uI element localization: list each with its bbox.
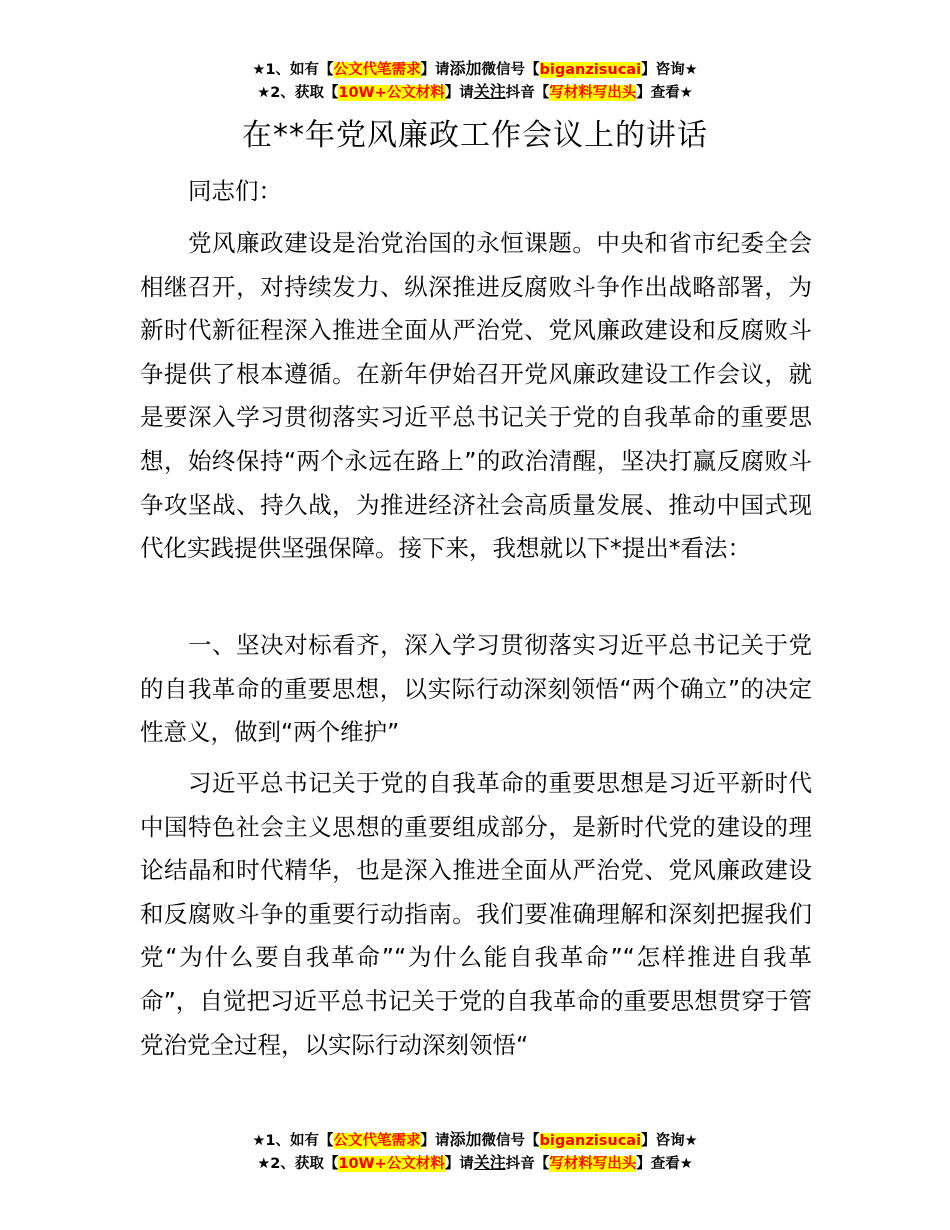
promo-text: 】请 (444, 85, 474, 101)
promo-text: 抖音【 (505, 1156, 550, 1172)
promo-text: 】请 (420, 1133, 450, 1149)
paragraph-intro: 党风廉政建设是治党治国的永恒课题。中央和省市纪委全会相继召开，对持续发力、纵深推进反腐败斗争作出战略部署，为新时代新征程深入推进全面从严治党、党风廉政建设和反腐败斗争提供了根本遵循。在新年伊始召开党风廉政建设工作会议，就是要深入学习贯彻落实习近平总书记关于党的自我革命的重要思想，始终保持“两个永远在路上”的政治清醒，坚决打赢反腐败斗争攻坚战、持久战，为推进经济社会高质量发展、推动中国式现代化实践提供坚强保障。接下来，我想就以下*提出*看法： (140, 229, 812, 563)
promo-line-1 (0, 58, 950, 81)
promo-text: 】请 (444, 1156, 474, 1172)
promo-text: ★2、获取【 (257, 85, 339, 101)
promo-line-2 (0, 1152, 950, 1175)
promo-emphasis: 关注 (473, 1153, 506, 1172)
promo-highlight: 公文代笔需求 (333, 62, 421, 78)
promo-text: 】请 (420, 62, 450, 78)
promo-text: 微信号【 (481, 1133, 540, 1149)
section-heading-1: 一、坚决对标看齐，深入学习贯彻落实习近平总书记关于党的自我革命的重要思想，以实际行动深刻领悟“两个确立”的决定性意义，做到“两个维护” (140, 631, 812, 747)
promo-emphasis: 添加 (449, 1130, 482, 1149)
footer-promo-banner (0, 1129, 950, 1175)
promo-highlight: 写材料写出头 (549, 1156, 637, 1172)
promo-text: 】咨询★ (641, 62, 698, 78)
promo-emphasis: 添加 (449, 59, 482, 78)
paragraph-body: 习近平总书记关于党的自我革命的重要思想是习近平新时代中国特色社会主义思想的重要组成部分，是新时代党的建设的理论结晶和时代精华，也是深入推进全面从严治党、党风廉政建设和反腐败斗争的重要行动指南。我们要准确理解和深刻把握我们党“为什么要自我革命”“为什么能自我革命”“怎样推进自我革命”，自觉把习近平总书记关于党的自我革命的重要思想贯穿于管党治党全过程，以实际行动深刻领悟“ (140, 769, 812, 1059)
greeting: 同志们： (188, 177, 282, 205)
promo-highlight: biganzisucai (539, 62, 642, 78)
promo-text: 微信号【 (481, 62, 540, 78)
promo-highlight: biganzisucai (539, 1133, 642, 1149)
promo-line-2 (0, 81, 950, 104)
promo-text: 】查看★ (636, 85, 693, 101)
promo-highlight: 公文代笔需求 (333, 1133, 421, 1149)
promo-text: ★2、获取【 (257, 1156, 339, 1172)
promo-text: ★1、如有【 (252, 1133, 334, 1149)
promo-highlight: 写材料写出头 (549, 85, 637, 101)
promo-text: 抖音【 (505, 85, 550, 101)
promo-highlight: 10W+公文材料 (338, 1156, 445, 1172)
promo-text: 】查看★ (636, 1156, 693, 1172)
header-promo-banner (0, 58, 950, 104)
promo-text: 】咨询★ (641, 1133, 698, 1149)
promo-line-1 (0, 1129, 950, 1152)
promo-emphasis: 关注 (473, 82, 506, 101)
promo-highlight: 10W+公文材料 (338, 85, 445, 101)
promo-text: ★1、如有【 (252, 62, 334, 78)
document-title: 在**年党风廉政工作会议上的讲话 (242, 118, 708, 153)
